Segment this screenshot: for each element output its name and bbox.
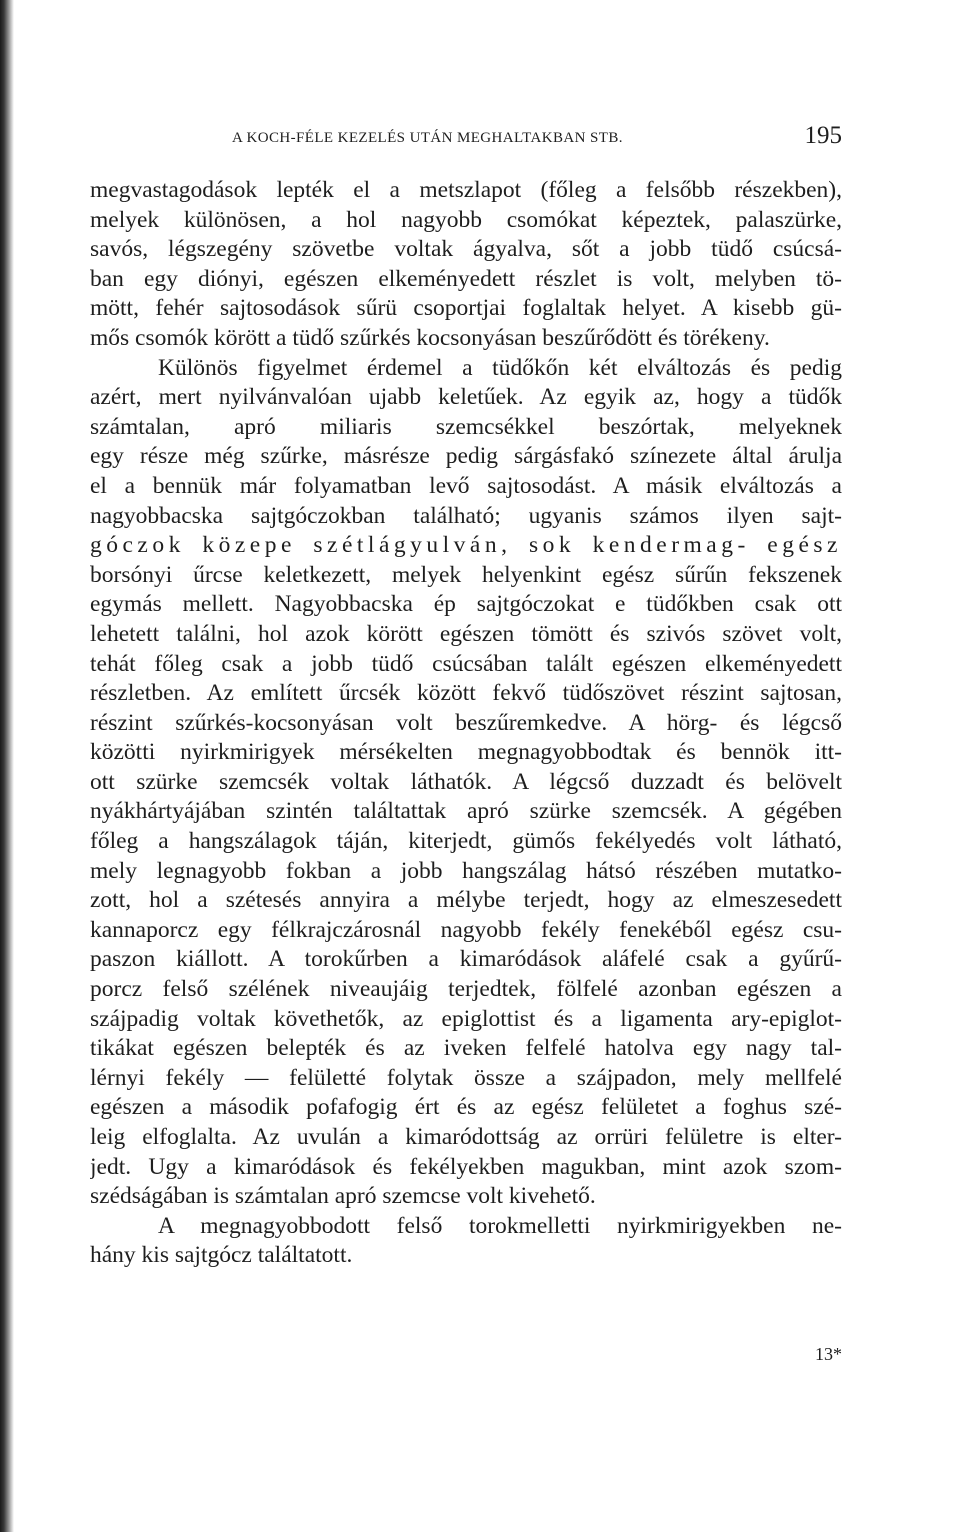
text-line: egy része még szűrke, másrésze pedig sárgásfakó színezete által árulja — [90, 443, 842, 470]
text-line: mős csomók körött a tüdő szűrkés kocsonyásan beszűrődött és törékeny. — [90, 324, 770, 351]
text-line: azért, mert nyilvánvalóan ujabb keletűek. Az egyik az, hogy a tüdők — [90, 384, 842, 411]
text-line: porcz felső szélének niveaujáig terjedtek, fölfelé azonban egészen a — [90, 976, 842, 1003]
text-line: lérnyi fekély — felületté folytak össze a szájpadon, mely mellfelé — [90, 1064, 842, 1091]
text-line: tikákat egészen belepték és az iveken felfelé hatolva egy nagy tal- — [90, 1035, 842, 1062]
text-line: szájpadig voltak követhetők, az epiglottist és a ligamenta ary-epiglot- — [90, 1005, 842, 1032]
text-line: ban egy diónyi, egészen elkeményedett részlet is volt, melyben tö- — [90, 265, 842, 292]
text-line: egymás mellett. Nagyobbacska ép sajtgóczokat e tüdőkben csak ott — [90, 591, 842, 618]
text-line: nagyobbacska sajtgóczokban található; ugyanis számos ilyen sajt- — [90, 502, 842, 529]
text-line: számtalan, apró miliaris szemcsékkel beszórtak, melyeknek — [90, 413, 842, 440]
page-header — [90, 118, 842, 158]
text-line: lehetett találni, hol azok körött egészen tömött és szivós szövet volt, — [90, 620, 842, 647]
text-line: savós, légszegény szövetbe voltak ágyalva, sőt a jobb tüdő csúcsá- — [90, 236, 842, 263]
text-line: melyek különösen, a hol nagyobb csomókat képeztek, palaszürke, — [90, 206, 842, 233]
text-line: részletben. Az említett űrcsék között fekvő tüdőszövet részint sajtosan, — [90, 680, 842, 707]
text-line: tehát főleg csak a jobb tüdő csúcsában talált egészen elkeményedett — [90, 650, 842, 677]
running-head: A KOCH-FÉLE KEZELÉS UTÁN MEGHALTAKBAN STB. — [232, 130, 623, 146]
printer-signature: 13* — [815, 1344, 842, 1364]
page-number: 195 — [804, 122, 842, 149]
text-line: megvastagodások lepték el a metszlapot (főleg a felsőbb részekben), — [90, 177, 842, 203]
text-line: jedt. Ugy a kimaródások és fekélyekben magukban, mint azok szom- — [90, 1153, 842, 1180]
text-line: ott szürke szemcsék voltak láthatók. A légcső duzzadt és belövelt — [90, 768, 842, 795]
text-line: paszon kiállott. A torokűrben a kimaródások aláfelé csak a gyűrű- — [90, 946, 842, 973]
book-page — [90, 118, 842, 1364]
text-line: egészen a második pofafogig ért és az egész felületet a foghus szé- — [90, 1094, 842, 1121]
paragraph-start-line: A megnagyobbodott felső torokmelletti nyirkmirigyekben ne- — [158, 1212, 842, 1239]
body-text — [90, 176, 842, 1271]
text-line: góczok közepe szétlágyulván, sok kendermag- egész — [90, 532, 842, 559]
paragraph-start-line: Különös figyelmet érdemel a tüdőkőn két elváltozás és pedig — [158, 354, 842, 381]
text-line: közötti nyirkmirigyek mérsékelten megnagyobbodtak és bennök itt- — [90, 739, 842, 766]
text-line: zott, hol a szétesés annyira a mélybe terjedt, hogy az elmeszesedett — [90, 887, 842, 914]
text-line: mely legnagyobb fokban a jobb hangszálag hátsó részében mutatko- — [90, 857, 842, 884]
text-line: borsónyi űrcse keletkezett, melyek helyenkint egész sűrűn fekszenek — [90, 561, 842, 588]
text-line: mött, fehér sajtosodások sűrü csoportjai foglaltak helyet. A kisebb gü- — [90, 295, 842, 322]
text-line: el a bennük már folyamatban levő sajtosodást. A másik elváltozás a — [90, 472, 842, 499]
text-line: főleg a hangszálagok táján, kiterjedt, gümős fekélyedés volt látható, — [90, 828, 842, 855]
text-line: leig elfoglalta. Az uvulán a kimaródottság az orrüri felületre is elter- — [90, 1124, 842, 1150]
text-line: szédságában is számtalan apró szemcse volt kivehető. — [90, 1183, 596, 1210]
text-line: kannaporcz egy félkrajczárosnál nagyobb fekély fenekéből egész csu- — [90, 916, 842, 943]
text-line: részint szűrkés-kocsonyásan volt beszűremkedve. A hörg- és légcső — [90, 709, 842, 736]
text-line: hány kis sajtgócz találtatott. — [90, 1242, 353, 1269]
scan-edge-shadow — [0, 0, 14, 1532]
text-line: nyákhártyájában szintén találtattak apró szürke szemcsék. A gégében — [90, 798, 842, 825]
